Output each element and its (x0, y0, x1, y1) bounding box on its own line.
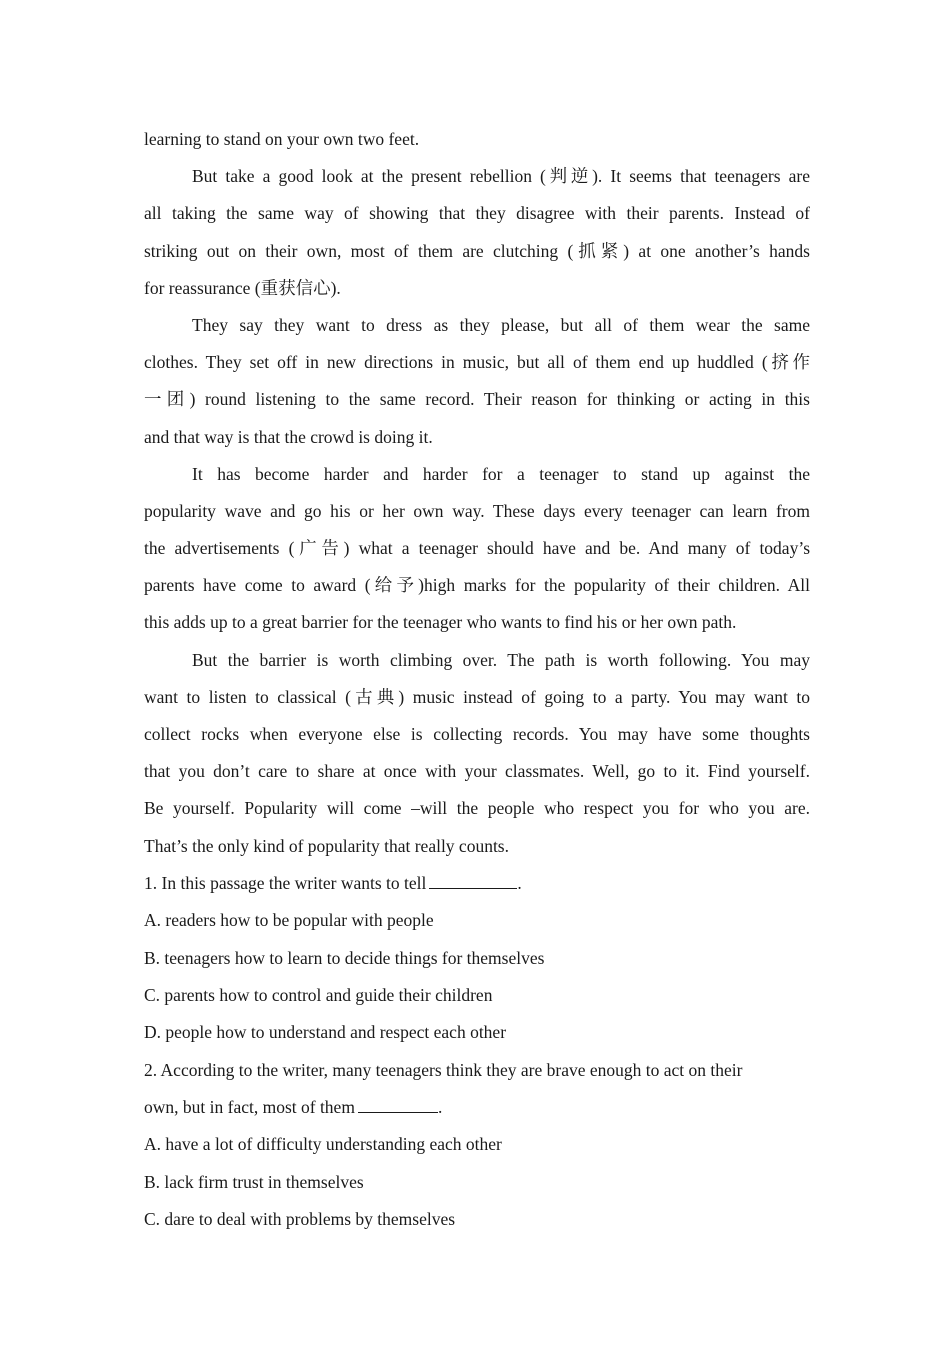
paragraph-0 (144, 121, 810, 158)
text-line: 一团) round listening to the same record. Their reason for thinking or acting in this (144, 389, 810, 410)
option-c: C. parents how to control and guide their children (144, 984, 493, 1005)
text-line: parents have come to award (给予)high marks for the popularity of their children. All (144, 575, 810, 596)
question-stem-text: 1. In this passage the writer wants to tell (144, 872, 427, 893)
paragraph-4 (144, 642, 810, 865)
paragraph-2 (144, 307, 810, 456)
question-stem-continued (144, 1089, 810, 1126)
document-page (144, 121, 810, 1239)
text-line: all taking the same way of showing that they disagree with their parents. Instead of (144, 203, 810, 224)
question-stem-end: . (437, 1097, 443, 1118)
text-line: They say they want to dress as they please, but all of them wear the same (192, 314, 810, 335)
question-stem-end: . (517, 872, 522, 893)
paragraph-3 (144, 456, 810, 642)
option-b: B. lack firm trust in themselves (144, 1171, 364, 1192)
text-line: Be yourself. Popularity will come –will the people who respect you for who you are. (144, 798, 810, 819)
text-line: popularity wave and go his or her own way. These days every teenager can learn from (144, 500, 810, 521)
question-stem-text: own, but in fact, most of them (144, 1097, 355, 1118)
text-line: striking out on their own, most of them are clutching (抓紧) at one another’s hands (144, 240, 810, 261)
text-line: this adds up to a great barrier for the teenager who wants to find his or her own path. (144, 612, 737, 633)
question-2 (144, 1052, 810, 1239)
text-line: It has become harder and harder for a teenager to stand up against the (192, 463, 810, 484)
answer-blank (358, 1094, 438, 1113)
text-line: and that way is that the crowd is doing it. (144, 426, 433, 447)
text-line: learning to stand on your own two feet. (144, 129, 420, 149)
text-line: But the barrier is worth climbing over. The path is worth following. You may (192, 649, 810, 670)
question-1 (144, 865, 810, 1052)
option-a: A. have a lot of difficulty understanding each other (144, 1134, 502, 1155)
text-line: clothes. They set off in new directions in music, but all of them end up huddled (挤作 (144, 352, 810, 373)
option-b: B. teenagers how to learn to decide things for themselves (144, 947, 545, 968)
text-line: for reassurance (重获信心). (144, 277, 341, 298)
paragraph-1 (144, 158, 810, 307)
option-d: D. people how to understand and respect each other (144, 1022, 507, 1043)
answer-blank (429, 869, 517, 888)
option-c: C. dare to deal with problems by themselves (144, 1209, 456, 1230)
text-line: that you don’t care to share at once with your classmates. Well, go to it. Find yourself. (144, 761, 810, 782)
text-line: the advertisements (广告) what a teenager should have and be. And many of today’s (144, 538, 810, 559)
text-line: collect rocks when everyone else is collecting records. You may have some thoughts (144, 724, 810, 744)
question-stem (144, 865, 810, 902)
text-line: But take a good look at the present rebellion (判逆). It seems that teenagers are (192, 166, 810, 187)
text-line: want to listen to classical (古典) music instead of going to a party. You may want to (144, 686, 810, 707)
option-a: A. readers how to be popular with people (144, 910, 434, 931)
question-stem: 2. According to the writer, many teenagers think they are brave enough to act on their (144, 1059, 743, 1080)
text-line: That’s the only kind of popularity that really counts. (144, 835, 509, 856)
